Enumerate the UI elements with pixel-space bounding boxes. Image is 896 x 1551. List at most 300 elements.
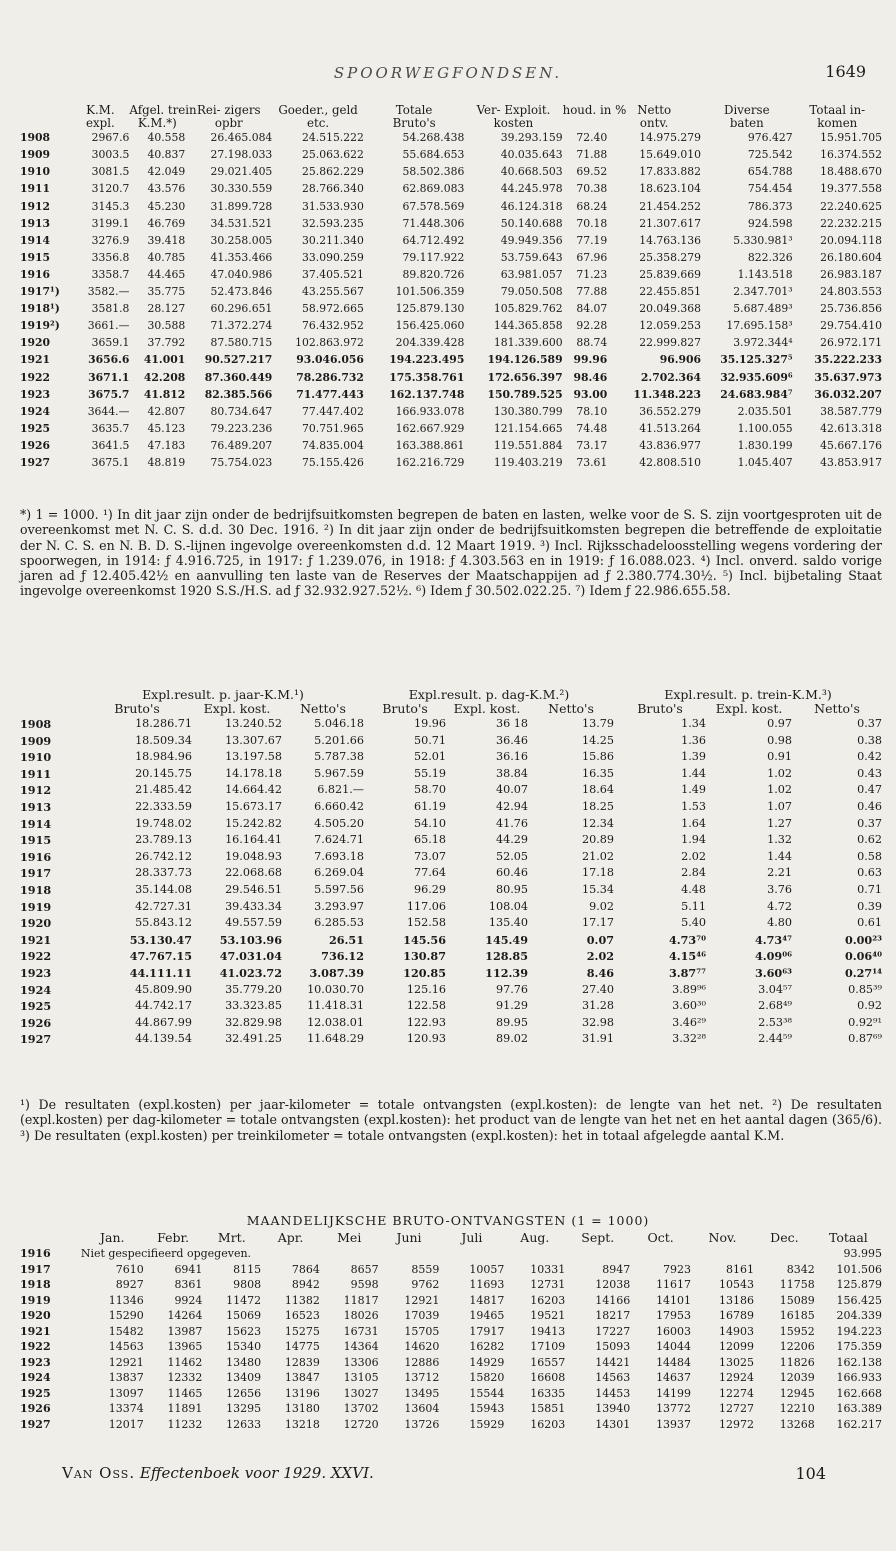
table-row	[20, 782, 882, 799]
value-cell: 2.02	[586, 949, 615, 964]
value-cell: 8361	[174, 1278, 203, 1291]
value-cell: 29.754.410	[820, 319, 882, 333]
per-km-table-header	[20, 688, 882, 716]
year-cell: 1922	[20, 949, 52, 964]
table-row	[20, 163, 882, 180]
column-header: Nov.	[708, 1230, 737, 1245]
value-cell: 16789	[718, 1309, 754, 1322]
year-cell: 1925	[20, 999, 52, 1014]
value-cell: 30.588	[147, 319, 186, 333]
value-cell: 13726	[404, 1417, 440, 1431]
value-cell: 80.734.647	[210, 404, 273, 418]
value-cell: 924.598	[747, 216, 793, 230]
value-cell: 53.759.643	[500, 250, 563, 264]
year-cell: 1910	[20, 750, 52, 765]
value-cell: 3635.7	[91, 421, 130, 435]
value-cell: 1.44	[767, 849, 793, 863]
value-cell: 20.049.368	[639, 302, 702, 316]
value-cell: 0.92	[857, 999, 883, 1013]
table-row	[20, 403, 882, 420]
value-cell: 91.29	[495, 999, 528, 1013]
value-cell: 12727	[718, 1402, 754, 1415]
value-cell: 96.29	[413, 882, 446, 896]
value-cell: 3003.5	[91, 148, 130, 162]
value-cell: 53.130.47	[129, 932, 192, 947]
value-cell: 10543	[718, 1278, 754, 1291]
value-cell: 5.787.38	[314, 750, 364, 764]
year-cell: 1912	[20, 199, 51, 213]
value-cell: 89.02	[495, 1032, 528, 1046]
value-cell: 8927	[115, 1278, 144, 1291]
value-cell: 4.73⁴⁷	[754, 932, 793, 947]
spacer-cell	[20, 688, 82, 702]
table-row	[20, 351, 882, 368]
value-cell: 3675.7	[88, 387, 130, 401]
column-header: Netto's	[814, 701, 860, 716]
value-cell: 22.999.827	[639, 336, 702, 350]
value-cell: 14.664.42	[225, 783, 282, 797]
value-cell: 10.030.70	[307, 982, 364, 996]
value-cell: 70.751.965	[302, 421, 364, 435]
value-cell: 41.76	[495, 816, 528, 830]
value-cell: 13940	[595, 1402, 631, 1415]
value-cell: 101.506	[836, 1262, 882, 1276]
year-cell: 1919	[20, 899, 52, 914]
value-cell: 3.972.344⁴	[733, 336, 793, 350]
year-cell: 1924	[20, 982, 52, 997]
value-cell: 194.223	[836, 1324, 882, 1338]
value-cell: 47.040.986	[210, 267, 273, 281]
value-cell: 12274	[718, 1386, 754, 1400]
value-cell: 0.42	[857, 750, 883, 764]
year-cell: 1921	[20, 1324, 51, 1338]
value-cell: 13.307.67	[225, 733, 282, 747]
table-row	[20, 334, 882, 351]
value-cell: 13218	[284, 1417, 320, 1431]
year-cell: 1925	[20, 1386, 51, 1400]
value-cell: 8657	[350, 1262, 379, 1276]
value-cell: 21.02	[581, 849, 615, 863]
header-row	[20, 702, 882, 716]
footer-number: 104	[795, 1464, 826, 1483]
value-cell: 0.37	[857, 717, 883, 730]
value-cell: 44.139.54	[135, 1032, 192, 1046]
value-cell: 21.454.252	[639, 199, 702, 213]
year-cell: 1921	[20, 932, 52, 947]
value-cell: 17.833.882	[639, 165, 702, 179]
value-cell: 15.649.010	[639, 148, 702, 162]
value-cell: 11.418.31	[307, 999, 364, 1013]
value-cell: 74.48	[576, 421, 608, 435]
value-cell: 4.48	[681, 882, 707, 896]
value-cell: 47.183	[147, 438, 186, 452]
value-cell: 1.36	[681, 733, 707, 747]
value-cell: 11382	[284, 1293, 320, 1307]
value-cell: 15482	[108, 1324, 144, 1338]
value-cell: 16731	[343, 1324, 379, 1338]
value-cell: 117.06	[406, 899, 446, 913]
value-cell: 14264	[167, 1309, 203, 1322]
column-header: Mrt.	[217, 1230, 246, 1245]
value-cell: 112.39	[485, 965, 528, 980]
value-cell: 42.208	[143, 370, 186, 384]
value-cell: 77.19	[576, 233, 608, 247]
value-cell: 40.837	[147, 148, 186, 162]
value-cell: 119.551.884	[493, 438, 563, 452]
per-km-table-body	[20, 716, 882, 1048]
value-cell: 12206	[779, 1340, 815, 1353]
value-cell: 754.454	[747, 182, 793, 196]
table-row	[20, 180, 882, 197]
value-cell: 14817	[469, 1293, 505, 1307]
value-cell: 75.754.023	[210, 455, 273, 469]
value-cell: 125.16	[406, 982, 446, 996]
value-cell: 1.045.407	[737, 455, 793, 469]
value-cell: 12656	[226, 1386, 262, 1400]
value-cell: 3641.5	[91, 438, 130, 452]
value-cell: 19.96	[413, 717, 446, 730]
year-cell: 1920	[20, 1309, 51, 1322]
table-row	[20, 849, 882, 866]
value-cell: 13495	[404, 1386, 440, 1400]
value-cell: 14101	[656, 1293, 692, 1307]
value-cell: 28.337.73	[135, 866, 192, 880]
value-cell: 44.867.99	[135, 1015, 192, 1029]
value-cell: 96.906	[659, 353, 702, 367]
value-cell: 8161	[725, 1262, 754, 1276]
value-cell: 4.505.20	[314, 816, 364, 830]
value-cell: 150.789.525	[487, 387, 563, 401]
value-cell: 13937	[656, 1417, 692, 1431]
value-cell: 1.143.518	[737, 267, 793, 281]
value-cell: 14199	[656, 1386, 692, 1400]
value-cell: 16003	[656, 1324, 692, 1338]
value-cell: 36 18	[495, 717, 528, 730]
value-cell: 39.418	[147, 233, 186, 247]
value-cell: 3.60⁶³	[754, 965, 793, 980]
year-cell: 1910	[20, 165, 51, 179]
table-row	[20, 1401, 882, 1417]
value-cell: 26.972.171	[820, 336, 882, 350]
value-cell: 20.89	[581, 833, 615, 847]
column-header: Totale	[395, 103, 433, 117]
value-cell: 39.433.34	[225, 899, 282, 913]
value-cell: 1.49	[681, 783, 707, 797]
value-cell: 12921	[404, 1293, 440, 1307]
table-row	[20, 1308, 882, 1324]
page-number: 1649	[825, 62, 866, 81]
value-cell: 0.85³⁹	[848, 982, 883, 996]
value-cell: 20.094.118	[820, 233, 882, 247]
value-cell: 15290	[108, 1309, 144, 1322]
value-cell: 0.46	[857, 799, 883, 813]
year-cell: 1909	[20, 733, 52, 748]
value-cell: 73.07	[413, 849, 446, 863]
column-header: opbr	[214, 115, 243, 130]
column-header: Expl. kost.	[453, 701, 521, 716]
table-row	[20, 1417, 882, 1433]
year-cell: 1916	[20, 849, 52, 864]
value-cell: 14.975.279	[639, 131, 702, 145]
value-cell: 1.34	[681, 717, 707, 730]
value-cell: 42.94	[495, 799, 528, 813]
value-cell: 5.687.489³	[733, 302, 793, 316]
value-cell: 16557	[530, 1355, 566, 1369]
value-cell: 130.87	[403, 949, 446, 964]
column-header: Netto's	[548, 701, 594, 716]
value-cell: 67.96	[576, 250, 608, 264]
monthly-table-body	[20, 1246, 882, 1432]
value-cell: 15943	[469, 1402, 505, 1415]
page-footer	[62, 1464, 882, 1484]
value-cell: 19465	[469, 1309, 505, 1322]
value-cell: 11817	[343, 1293, 379, 1307]
monthly-table-header	[20, 1230, 882, 1246]
value-cell: 31.899.728	[210, 199, 273, 213]
value-cell: 12099	[718, 1340, 754, 1353]
year-cell: 1911	[20, 766, 52, 781]
value-cell: 72.40	[576, 131, 608, 145]
value-cell: 93.046.056	[296, 353, 364, 367]
value-cell: 54.268.438	[402, 131, 465, 145]
column-header: Jan.	[100, 1230, 125, 1245]
year-cell: 1927	[20, 455, 51, 469]
value-cell: 44.29	[495, 833, 528, 847]
column-header: etc.	[307, 115, 330, 130]
value-cell: 3.60³⁰	[672, 999, 707, 1013]
table-row	[20, 1370, 882, 1386]
value-cell: 19.048.93	[225, 849, 282, 863]
value-cell: 31.91	[581, 1032, 615, 1046]
table-row	[20, 215, 882, 232]
value-cell: 19.748.02	[135, 816, 192, 830]
column-header: Netto's	[300, 701, 346, 716]
year-cell: 1914	[20, 233, 51, 247]
value-cell: 13837	[108, 1371, 144, 1384]
value-cell: 162.668	[836, 1386, 882, 1400]
value-cell: 2967.6	[91, 131, 130, 145]
value-cell: 32.829.98	[225, 1015, 282, 1029]
value-cell: 0.06⁴⁰	[844, 949, 883, 964]
value-cell: 41.023.72	[219, 965, 282, 980]
value-cell: 1.27	[767, 816, 793, 830]
value-cell: 99.96	[573, 353, 608, 367]
year-cell: 1927	[20, 1417, 51, 1431]
value-cell: 12017	[108, 1417, 144, 1431]
value-cell: 21.307.617	[639, 216, 702, 230]
year-cell: 1921	[20, 353, 51, 367]
value-cell: 32.98	[581, 1015, 615, 1029]
value-cell: 13702	[343, 1402, 379, 1415]
year-cell: 1923	[20, 1355, 51, 1369]
year-cell: 1916	[20, 267, 51, 281]
value-cell: 13186	[718, 1293, 754, 1307]
value-cell: 18026	[343, 1309, 379, 1322]
value-cell: 52.05	[495, 849, 528, 863]
value-cell: 166.933.078	[395, 404, 465, 418]
value-cell: 58.70	[413, 783, 446, 797]
table-row	[20, 1339, 882, 1355]
value-cell: 18.286.71	[135, 717, 192, 730]
value-cell: 152.58	[406, 916, 446, 930]
year-cell: 1924	[20, 404, 51, 418]
table-row	[20, 1015, 882, 1032]
value-cell: 30.258.005	[210, 233, 273, 247]
value-cell: 18217	[595, 1309, 631, 1322]
column-header: Juni	[396, 1230, 422, 1245]
value-cell: 40.558	[147, 131, 186, 145]
value-cell: 0.43	[857, 766, 883, 780]
value-cell: 162.217	[836, 1417, 882, 1431]
value-cell: 26.51	[328, 932, 364, 947]
value-cell: 736.12	[321, 949, 364, 964]
value-cell: 16.35	[581, 766, 615, 780]
value-cell: 122.58	[406, 999, 446, 1013]
value-cell: 14563	[108, 1340, 144, 1353]
value-cell: 11891	[167, 1402, 203, 1415]
table-row	[20, 899, 882, 916]
value-cell: 22.333.59	[135, 799, 192, 813]
value-cell: 9924	[174, 1293, 203, 1307]
value-cell: 26.742.12	[135, 849, 192, 863]
value-cell: 13.79	[581, 717, 615, 730]
value-cell: 5.597.56	[314, 882, 364, 896]
value-cell: 47.767.15	[129, 949, 192, 964]
value-cell: 18.984.96	[135, 750, 192, 764]
value-cell: 43.836.977	[639, 438, 702, 452]
value-cell: 11462	[167, 1355, 203, 1369]
column-header: Dec.	[770, 1230, 799, 1245]
value-cell: 60.296.651	[210, 302, 273, 316]
value-cell: 29.546.51	[225, 882, 282, 896]
value-cell: 40.035.643	[500, 148, 563, 162]
value-cell: 1.830.199	[737, 438, 793, 452]
value-cell: 2.02	[681, 849, 707, 863]
value-cell: 12972	[718, 1417, 754, 1431]
value-cell: 50.140.688	[500, 216, 563, 230]
value-cell: 2.68⁴⁹	[758, 999, 793, 1013]
footnotes-results: *) 1 = 1000. ¹) In dit jaar zijn onder de bedrijfsuitkomsten begrepen de baten en lasten, welke voor de S. S. zijn voortgesproten uit de overeenkomst met N. C. S. d.d. 30 Dec. 1916. ²) In dit jaar zijn onder de bedrijfsuitkomsten begrepen die betreffende de exploitatie der N. C. S. en N. B. D. S.-lijnen ingevolge overeenkomsten d.d. 12 Maart 1919. ³) Incl. Rijksschadeloosstelling wegens vordering der spoorwegen, in 1914: ƒ 4.916.725, in 1917: ƒ 1.239.076, in 1918: ƒ 4.303.563 en in 1919: ƒ 16.088.023. ⁴) Incl. onverd. saldo vorige jaren ad ƒ 12.405.42½ en aanvulling ten laste van de Reserves der Maatschappijen ad ƒ 2.380.774.30½. ⁵) Incl. bijbetaling Staat ingevolge overeenkomst 1920 S.S./H.S. ad ƒ 32.932.927.52½. ⁶) Idem ƒ 30.502.022.25. ⁷) Idem ƒ 22.986.655.58.	[20, 507, 882, 599]
value-cell: 47.031.04	[219, 949, 282, 964]
value-cell: 120.85	[403, 965, 446, 980]
table-row	[20, 198, 882, 215]
value-cell: 18.64	[581, 783, 615, 797]
column-header: houd. in %	[562, 103, 627, 117]
value-cell: 2.84	[681, 866, 707, 880]
value-cell: 76.489.207	[210, 438, 273, 452]
value-cell: 55.843.12	[135, 916, 192, 930]
value-cell: 125.879.130	[395, 302, 465, 316]
value-cell: 125.879	[836, 1278, 882, 1291]
value-cell: 2.035.501	[737, 404, 793, 418]
value-cell: 22.232.215	[820, 216, 882, 230]
value-cell: 121.154.665	[493, 421, 563, 435]
value-cell: 12633	[226, 1417, 262, 1431]
value-cell: 35.222.233	[814, 353, 882, 367]
value-cell: 27.40	[581, 982, 615, 996]
value-cell: 15952	[779, 1324, 815, 1338]
value-cell: 1.44	[681, 766, 707, 780]
value-cell: 122.93	[406, 1015, 446, 1029]
year-cell: 1915	[20, 250, 51, 264]
value-cell: 15623	[226, 1324, 262, 1338]
value-cell: 145.49	[485, 932, 528, 947]
table-row	[20, 749, 882, 766]
value-cell: 13.240.52	[225, 717, 282, 730]
value-cell: 79.223.236	[210, 421, 273, 435]
value-cell: 25.358.279	[639, 250, 702, 264]
value-cell: 44.742.17	[135, 999, 192, 1013]
value-cell: 786.373	[747, 199, 793, 213]
value-cell: 3.87⁷⁷	[668, 965, 707, 980]
value-cell: 3276.9	[91, 233, 130, 247]
value-cell: 13306	[343, 1355, 379, 1369]
value-cell: 0.00²³	[844, 932, 883, 947]
table-row	[20, 915, 882, 932]
value-cell: 52.01	[413, 750, 446, 764]
value-cell: 14364	[343, 1340, 379, 1353]
value-cell: 13965	[167, 1340, 203, 1353]
table-row	[20, 998, 882, 1015]
value-cell: 166.933	[836, 1371, 882, 1384]
value-cell: 14.178.18	[225, 766, 282, 780]
column-header: K.M.	[86, 103, 115, 117]
value-cell: 65.18	[413, 833, 446, 847]
value-cell: 3356.8	[91, 250, 130, 264]
value-cell: 90.527.217	[204, 353, 273, 367]
value-cell: 12945	[779, 1386, 815, 1400]
year-cell: 1911	[20, 182, 51, 196]
value-cell: 78.286.732	[296, 370, 364, 384]
value-cell: 77.88	[576, 285, 608, 299]
value-cell: 89.95	[495, 1015, 528, 1029]
value-cell: 6.269.04	[314, 866, 364, 880]
year-cell: 1913	[20, 799, 52, 814]
running-title: SPOORWEGFONDSEN.	[333, 64, 563, 82]
value-cell: 45.667.176	[820, 438, 882, 452]
header-row	[20, 117, 882, 130]
value-cell: 11.348.223	[633, 387, 702, 401]
value-cell: 11617	[656, 1278, 692, 1291]
value-cell: 12.038.01	[307, 1015, 364, 1029]
value-cell: 1.39	[681, 750, 707, 764]
year-cell: 1927	[20, 1032, 52, 1047]
value-cell: 31.533.930	[302, 199, 364, 213]
value-cell: 20.145.75	[135, 766, 192, 780]
year-cell: 1920	[20, 336, 51, 350]
value-cell: 25.839.669	[639, 267, 702, 281]
value-cell: 2.347.701³	[733, 285, 793, 299]
value-cell: 16282	[469, 1340, 505, 1353]
value-cell: 8559	[411, 1262, 440, 1276]
value-cell: 84.07	[576, 302, 608, 316]
value-cell: 46.124.318	[500, 199, 563, 213]
value-cell: 15.34	[581, 882, 615, 896]
value-cell: 80.95	[495, 882, 528, 896]
column-header: Bruto's	[392, 115, 436, 130]
value-cell: 3581.8	[91, 302, 130, 316]
value-cell: 15.673.17	[225, 799, 282, 813]
table-row	[20, 146, 882, 163]
value-cell: 26.983.187	[820, 267, 882, 281]
value-cell: 13027	[343, 1386, 379, 1400]
year-cell: 1918¹)	[20, 302, 60, 316]
value-cell: 39.293.159	[500, 131, 563, 145]
value-cell: 13025	[718, 1355, 754, 1369]
table-row	[20, 982, 882, 999]
value-cell: 15.951.705	[820, 131, 882, 145]
value-cell: 35.144.08	[135, 882, 192, 896]
